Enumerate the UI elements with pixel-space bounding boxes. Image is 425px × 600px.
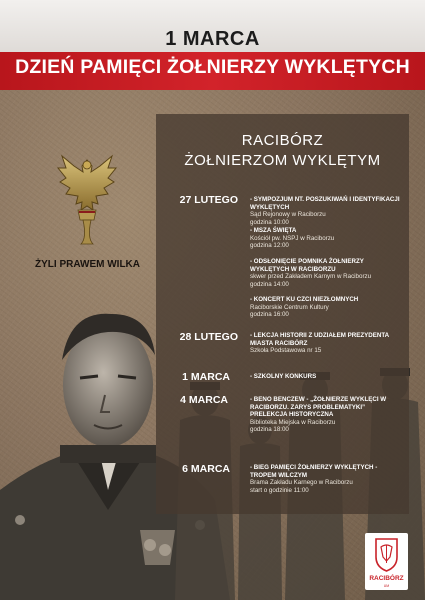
event-time: godzina 12:00 [250,242,289,250]
event [250,227,400,250]
event-time: godzina 14:00 [250,280,289,288]
event-title: - ODSŁONIĘCIE POMNIKA ŻOŁNIERZY WYKLĘTYCH W RACIBORZU [250,258,364,273]
event-time: godzina 10:00 [250,218,289,226]
panel-subtitle: ŻOŁNIERZOM WYKLĘTYM [184,152,381,169]
event-place: Kościół pw. NSPJ w Raciborzu [250,234,335,242]
event-time: godzina 18:00 [250,426,289,434]
event-title: - BENO BENCZEW - „ŻOŁNIERZE WYKLĘCI W RACIBORZU. ZARYS PROBLEMATYKI” PRELEKCJA HISTORYCZNA [250,396,387,419]
header-date: 1 MARCA [165,28,260,50]
military-eagle-emblem-icon [52,148,122,248]
event-title: - BIEG PAMIĘCI ŻOŁNIERZY WYKLĘTYCH - TROPEM WILCZYM [250,464,378,479]
motto: ŻYLI PRAWEM WILKA [35,259,140,270]
day-date: 1 MARCA [182,371,230,383]
event [250,258,400,288]
raciborz-crest-icon [374,537,399,573]
event-place: Brama Zakładu Karnego w Raciborzu [250,479,353,487]
event-place: skwer przed Zakładem Karnym w Raciborzu [250,273,372,281]
event-title: - SYMPOZJUM NT. POSZUKIWAŃ I IDENTYFIKACJI WYKLĘTYCH [250,196,400,211]
event [250,464,400,494]
event-place: Raciborskie Centrum Kultury [250,303,329,311]
day-date: 4 MARCA [180,394,228,406]
event-time: start o godzinie 11:00 [250,486,309,494]
logo-name: RACIBÓRZ [369,575,404,582]
event-title: - LEKCJA HISTORII Z UDZIAŁEM PREZYDENTA MIASTA RACIBÓRZ [250,332,389,347]
event [250,373,400,381]
event-title: - MSZA ŚWIĘTA [250,227,297,234]
event [250,196,400,226]
event [250,332,400,355]
panel-city: RACIBÓRZ [241,132,324,149]
event-place: Szkoła Podstawowa nr 15 [250,347,322,355]
poster-title: DZIEŃ PAMIĘCI ŻOŁNIERZY WYKLĘTYCH [15,56,410,78]
event-title: - KONCERT KU CZCI NIEZŁOMNYCH [250,296,359,303]
event [250,296,400,319]
logo-caption: UM [383,584,390,588]
event-place: Biblioteka Miejska w Raciborzu [250,418,336,426]
event-title: - SZKOLNY KONKURS [250,373,317,380]
day-date: 28 LUTEGO [179,331,238,343]
event [250,396,400,434]
event-time: godzina 16:00 [250,311,289,319]
event-place: Sąd Rejonowy w Raciborzu [250,211,326,219]
day-date: 6 MARCA [182,463,230,475]
day-date: 27 LUTEGO [179,194,238,206]
